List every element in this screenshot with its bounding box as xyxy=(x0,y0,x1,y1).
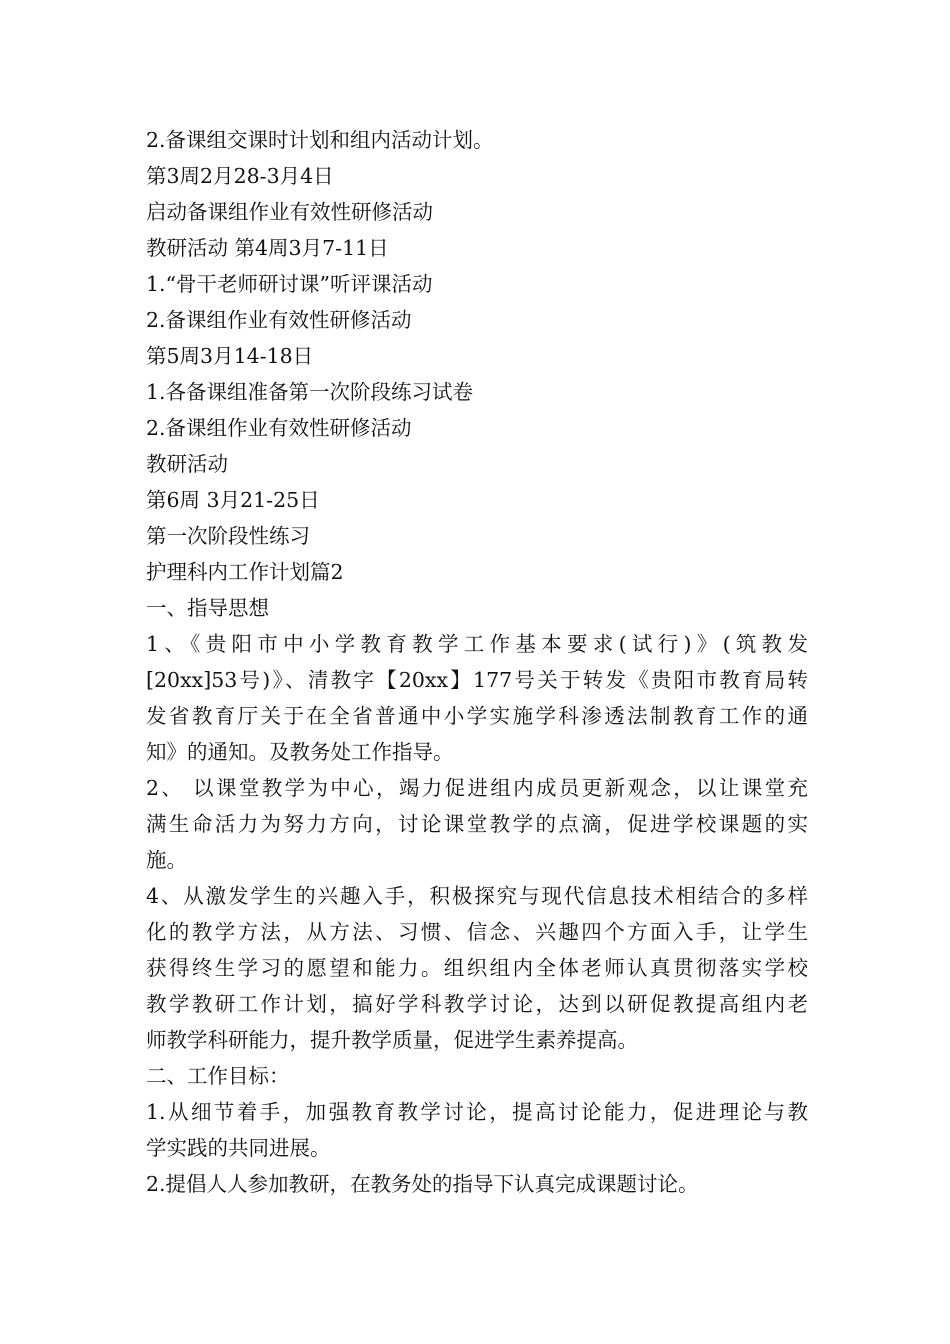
text-line: 教学教研工作计划，搞好学科教学讨论，达到以研促教提高组内老 xyxy=(146,992,808,1016)
section-title: 护理科内工作计划篇2 xyxy=(146,560,344,584)
text-line: 2.备课组作业有效性研修活动 xyxy=(146,308,412,332)
text-line: 知》的通知。及教务处工作指导。 xyxy=(146,740,454,764)
text-line: 师教学科研能力，提升教学质量，促进学生素养提高。 xyxy=(146,1028,638,1052)
text-line: 获得终生学习的愿望和能力。组织组内全体老师认真贯彻落实学校 xyxy=(146,956,808,980)
text-line: 学实践的共同进展。 xyxy=(146,1136,331,1160)
text-line: 化的教学方法，从方法、习惯、信念、兴趣四个方面入手，让学生 xyxy=(146,920,808,944)
text-line: 4、从激发学生的兴趣入手，积极探究与现代信息技术相结合的多样 xyxy=(146,884,808,908)
text-line: 2.备课组交课时计划和组内活动计划。 xyxy=(146,128,494,152)
text-line: 教研活动 第4周3月7-11日 xyxy=(146,236,389,260)
text-line: 发省教育厅关于在全省普通中小学实施学科渗透法制教育工作的通 xyxy=(146,704,808,728)
text-line: 1、《贵阳市中小学教育教学工作基本要求(试行)》(筑教发 xyxy=(146,632,808,656)
text-line: 1.从细节着手，加强教育教学讨论，提高讨论能力，促进理论与教 xyxy=(146,1100,808,1124)
text-line: 第6周 3月21-25日 xyxy=(146,488,320,512)
text-line: 第5周3月14-18日 xyxy=(146,344,314,368)
text-line: [20xx]53号)》、清教字【20xx】177号关于转发《贵阳市教育局转 xyxy=(146,668,808,692)
text-line: 2.提倡人人参加教研，在教务处的指导下认真完成课题讨论。 xyxy=(146,1172,699,1196)
section-heading: 一、指导思想 xyxy=(146,596,269,620)
text-line: 第一次阶段性练习 xyxy=(146,524,310,548)
text-line: 第3周2月28-3月4日 xyxy=(146,164,334,188)
section-heading: 二、工作目标： xyxy=(146,1064,290,1088)
text-line: 施。 xyxy=(146,848,187,872)
text-line: 1.“骨干老师研讨课”听评课活动 xyxy=(146,272,433,296)
text-line: 满生命活力为努力方向，讨论课堂教学的点滴，促进学校课题的实 xyxy=(146,812,808,836)
text-line: 2、 以课堂教学为中心，竭力促进组内成员更新观念，以让课堂充 xyxy=(146,776,808,800)
document-body xyxy=(146,122,808,1202)
text-line: 教研活动 xyxy=(146,452,228,476)
text-line: 1.各备课组准备第一次阶段练习试卷 xyxy=(146,380,474,404)
text-line: 启动备课组作业有效性研修活动 xyxy=(146,200,433,224)
text-line: 2.备课组作业有效性研修活动 xyxy=(146,416,412,440)
